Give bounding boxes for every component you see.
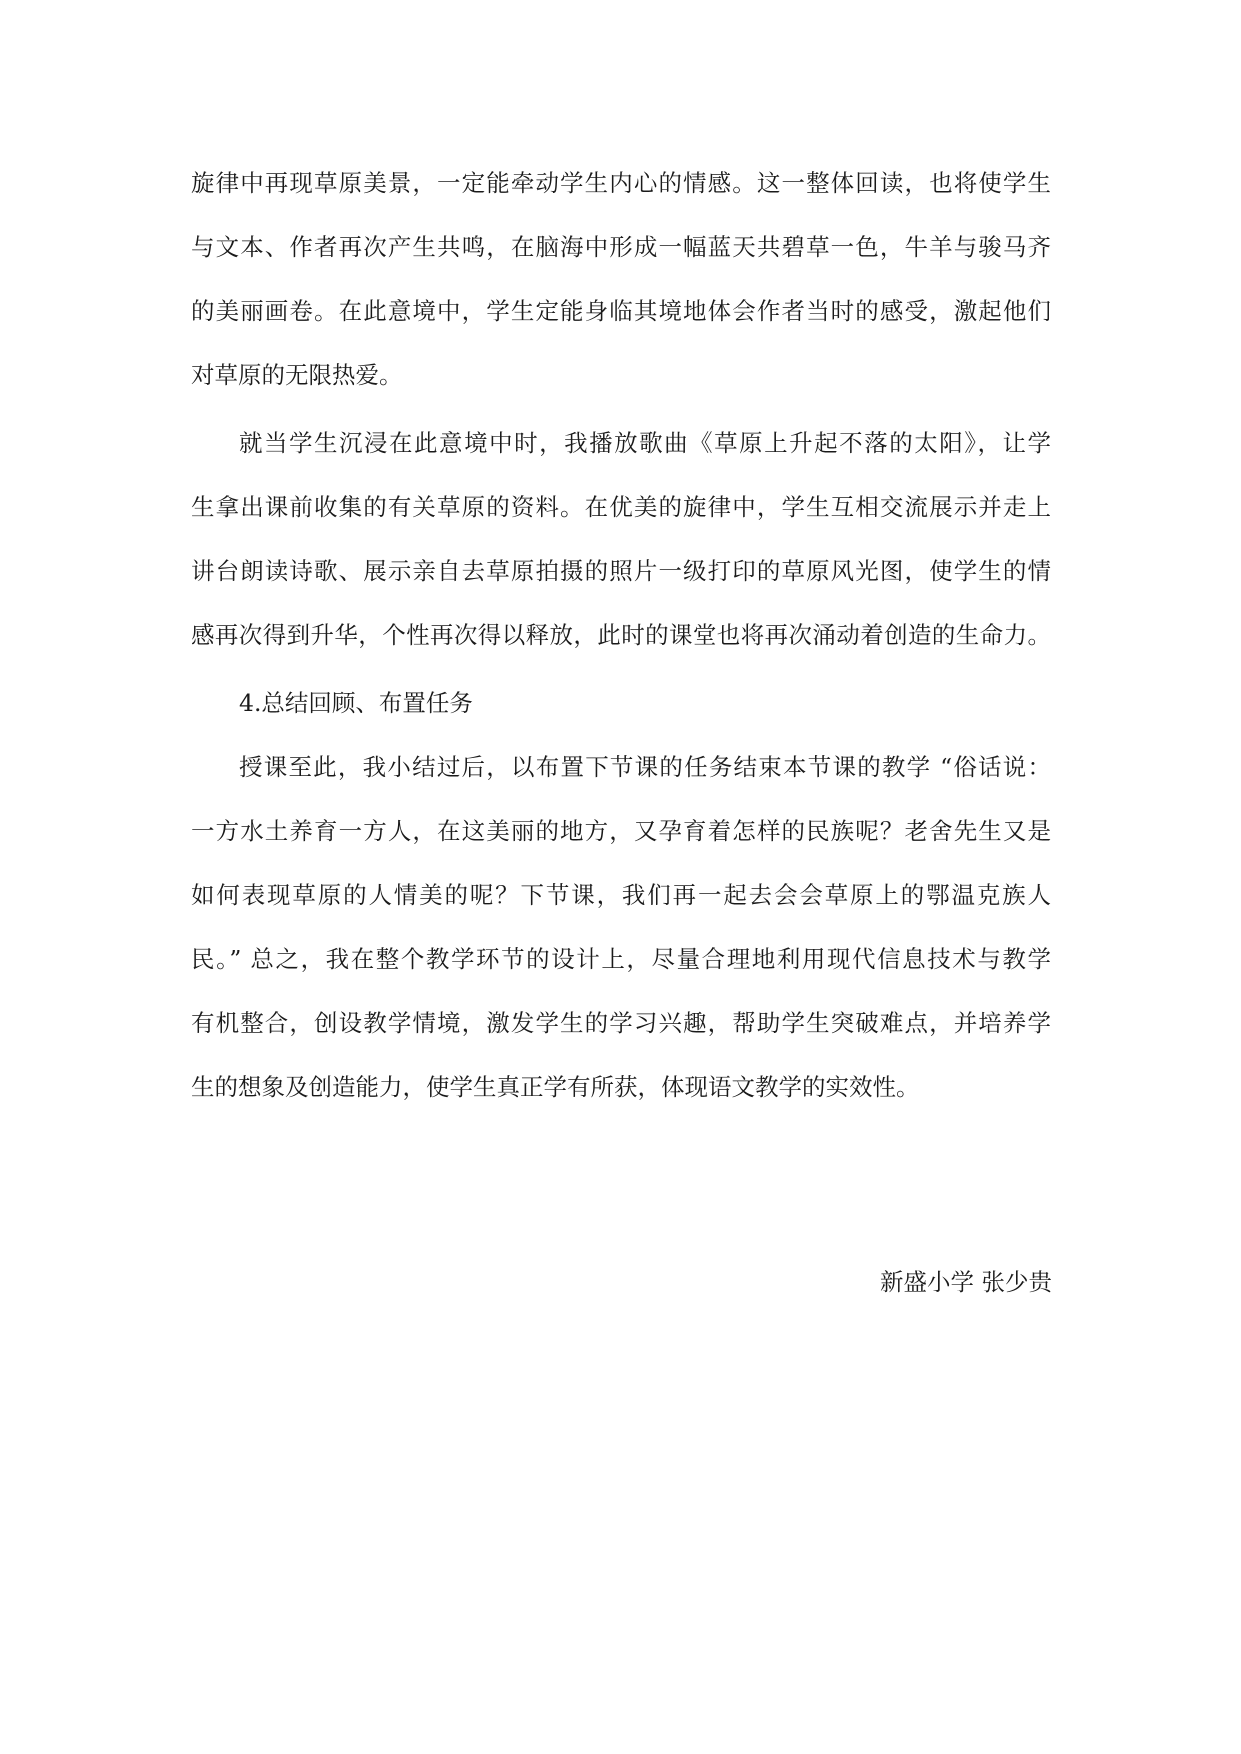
paragraph-2-line-2: 生拿出课前收集的有关草原的资料。在优美的旋律中，学生互相交流展示并走上: [191, 493, 1051, 521]
paragraph-1-line-3: 的美丽画卷。在此意境中，学生定能身临其境地体会作者当时的感受，激起他们: [191, 297, 1051, 325]
paragraph-2-line-1: 就当学生沉浸在此意境中时，我播放歌曲《草原上升起不落的太阳》，让学: [239, 429, 1051, 457]
paragraph-3-line-4: 民。” 总之，我在整个教学环节的设计上，尽量合理地利用现代信息技术与教学: [191, 945, 1051, 973]
paragraph-3-line-2: 一方水土养育一方人，在这美丽的地方，又孕育着怎样的民族呢？老舍先生又是: [191, 817, 1051, 845]
paragraph-2-line-3: 讲台朗读诗歌、展示亲自去草原拍摄的照片一级打印的草原风光图，使学生的情: [191, 557, 1051, 585]
paragraph-3-line-1: 授课至此，我小结过后，以布置下节课的任务结束本节课的教学 “俗话说：: [239, 753, 1051, 781]
paragraph-1-line-2: 与文本、作者再次产生共鸣，在脑海中形成一幅蓝天共碧草一色，牛羊与骏马齐: [191, 233, 1051, 261]
paragraph-3-line-5: 有机整合，创设教学情境，激发学生的学习兴趣，帮助学生突破难点，并培养学: [191, 1009, 1051, 1037]
paragraph-3-line-3: 如何表现草原的人情美的呢？下节课，我们再一起去会会草原上的鄂温克族人: [191, 881, 1051, 909]
paragraph-3-line-6: 生的想象及创造能力，使学生真正学有所获，体现语文教学的实效性。: [191, 1073, 920, 1101]
author-signature: 新盛小学 张少贵: [880, 1268, 1052, 1296]
section-heading: 4.总结回顾、布置任务: [239, 689, 473, 717]
paragraph-2-line-4: 感再次得到升华，个性再次得以释放，此时的课堂也将再次涌动着创造的生命力。: [191, 621, 1051, 649]
paragraph-1-line-4: 对草原的无限热爱。: [191, 361, 403, 389]
paragraph-1-line-1: 旋律中再现草原美景，一定能牵动学生内心的情感。这一整体回读，也将使学生: [191, 169, 1051, 197]
